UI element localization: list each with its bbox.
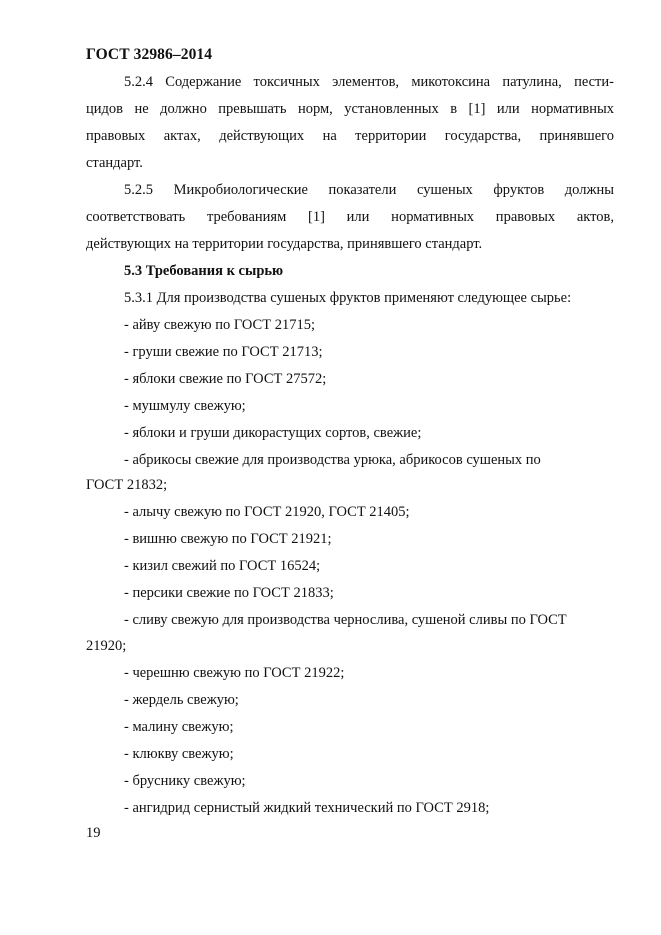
paragraph-5-2-5-line: 5.2.5 Микробиологические показатели сушеных фруктов должны <box>124 182 614 198</box>
list-item: - яблоки свежие по ГОСТ 27572; <box>124 371 327 387</box>
list-item: - ангидрид сернистый жидкий технический по ГОСТ 2918; <box>124 800 490 816</box>
paragraph-5-2-4-line: правовых актах, действующих на территории государства, принявшего <box>86 128 614 144</box>
list-item: - айву свежую по ГОСТ 21715; <box>124 317 315 333</box>
list-item: - бруснику свежую; <box>124 773 246 789</box>
list-item: - мушмулу свежую; <box>124 398 246 414</box>
list-item: - малину свежую; <box>124 719 234 735</box>
list-item: - черешню свежую по ГОСТ 21922; <box>124 665 345 681</box>
section-title: 5.3 Требования к сырью <box>124 263 284 279</box>
list-item: - жердель свежую; <box>124 692 239 708</box>
paragraph-5-2-4-line: цидов не должно превышать норм, установленных в [1] или нормативных <box>86 101 614 117</box>
list-item-continuation: ГОСТ 21832; <box>86 477 168 493</box>
document-header: ГОСТ 32986–2014 <box>86 46 213 63</box>
list-item: - сливу свежую для производства чернослива, сушеной сливы по ГОСТ <box>124 612 567 628</box>
list-item: - кизил свежий по ГОСТ 16524; <box>124 558 321 574</box>
paragraph-5-2-4-line: стандарт. <box>86 155 143 171</box>
list-item: - яблоки и груши дикорастущих сортов, свежие; <box>124 425 422 441</box>
paragraph-5-3-1: 5.3.1 Для производства сушеных фруктов применяют следующее сырье: <box>124 290 572 306</box>
list-item: - вишню свежую по ГОСТ 21921; <box>124 531 332 547</box>
list-item: - персики свежие по ГОСТ 21833; <box>124 585 334 601</box>
page-number: 19 <box>86 825 101 841</box>
paragraph-5-2-4-line: 5.2.4 Содержание токсичных элементов, микотоксина патулина, пести- <box>124 74 614 90</box>
list-item: - абрикосы свежие для производства урюка, абрикосов сушеных по <box>124 452 541 468</box>
list-item: - груши свежие по ГОСТ 21713; <box>124 344 323 360</box>
list-item: - клюкву свежую; <box>124 746 234 762</box>
paragraph-5-2-5-line: соответствовать требованиям [1] или нормативных правовых актов, <box>86 209 614 225</box>
paragraph-5-2-5-line: действующих на территории государства, принявшего стандарт. <box>86 236 483 252</box>
list-item: - алычу свежую по ГОСТ 21920, ГОСТ 21405; <box>124 504 410 520</box>
list-item-continuation: 21920; <box>86 638 127 654</box>
